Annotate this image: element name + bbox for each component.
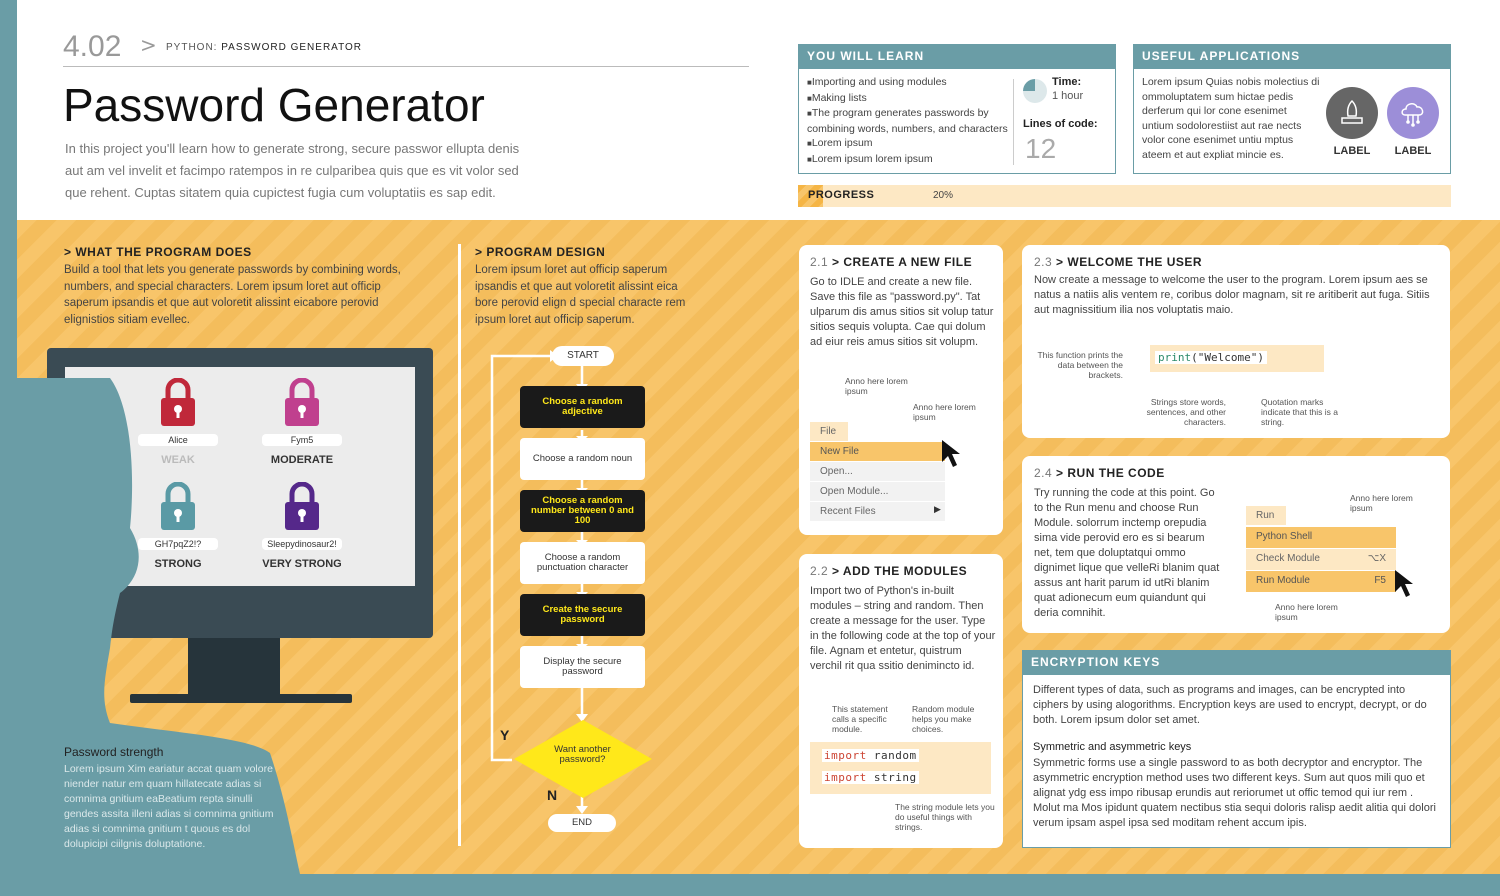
encryption-subtitle: Symmetric and asymmetric keys — [1033, 741, 1192, 753]
strength-label: WEAK — [161, 454, 195, 466]
loc-value: 12 — [1025, 133, 1057, 164]
annotation: Anno here lorem ipsum — [1275, 602, 1338, 622]
divider — [458, 244, 461, 846]
code-function: print — [1158, 351, 1192, 364]
menu-item-open-module[interactable]: Open Module... — [810, 482, 945, 501]
cursor-arrow-icon — [1393, 568, 1415, 600]
menu-item-shortcut: ⌥X — [1367, 553, 1386, 564]
password-field: Fym5 — [262, 434, 342, 446]
code-module: string — [873, 771, 917, 784]
applications-title: USEFUL APPLICATIONS — [1134, 45, 1450, 69]
strength-label: MODERATE — [270, 454, 334, 466]
time-value: 1 hour — [1052, 90, 1084, 102]
menu-file[interactable]: File — [810, 422, 848, 441]
annotation: This statement calls a specific module. — [832, 704, 888, 734]
divider — [63, 66, 749, 67]
breadcrumb-prefix: PYTHON: — [166, 42, 218, 53]
flow-yes-label: Y — [500, 727, 510, 743]
cloud-network-icon — [1387, 87, 1439, 139]
code-line — [1155, 351, 1267, 364]
rocket-icon — [1326, 87, 1378, 139]
password-field: GH7pqZ2!? — [138, 538, 218, 550]
breadcrumb-current: PASSWORD GENERATOR — [221, 42, 363, 53]
password-field: Alice — [138, 434, 218, 446]
step-title: 2.3 > WELCOME THE USER — [1034, 255, 1203, 269]
progress-label: PROGRESS — [808, 189, 875, 201]
menu-item-label: Check Module — [1256, 553, 1320, 564]
code-module: random — [873, 749, 917, 762]
code-keyword: import — [824, 771, 867, 784]
code-string: ("Welcome") — [1191, 351, 1264, 364]
app-label-2: LABEL — [1394, 145, 1432, 157]
flow-step: Choose a random number between 0 and 100 — [520, 490, 645, 532]
list-item: ■ The program generates passwords by combining words, numbers, and characters — [807, 106, 1012, 136]
menu-item-new-file[interactable]: New File — [810, 442, 945, 461]
annotation: Anno here lorem ipsum — [913, 402, 976, 422]
annotation: Anno here lorem ipsum — [845, 376, 908, 396]
flow-decision-label: Want another password? — [554, 744, 611, 765]
learn-list — [807, 75, 1012, 167]
page-title: Password Generator — [63, 79, 485, 131]
submenu-arrow-icon: ▶ — [934, 505, 941, 515]
step-text: Now create a message to welcome the user to the program. Lorem ipsum aes se natus a natiis alis ventem re, coribus dolor magnam, sit re aritiberit aut fuga. Sitiis aut magnissitium ilia nos voluptatis maio. — [1034, 274, 1430, 316]
annotation: The string module lets you do useful things with strings. — [895, 802, 995, 832]
learn-title: YOU WILL LEARN — [799, 45, 1115, 69]
flow-no-label: N — [547, 787, 558, 803]
design-title: > PROGRAM DESIGN — [475, 245, 606, 259]
what-title: > WHAT THE PROGRAM DOES — [64, 245, 252, 259]
step-title: 2.4 > RUN THE CODE — [1034, 466, 1165, 480]
encryption-text: Different types of data, such as programs and images, can be encrypted into ciphers by using alogorithms. Encryption keys are used to encrypt, decrypt, or do both. Lorem ipsum dolor set amet. — [1033, 684, 1427, 726]
step-text: Try running the code at this point. Go to the Run menu and choose Run Module. solorrum inctemp orepudia sima vide perovid ero es si bearum net, tem que doluptatqui ommo dignimet lique que velleRi blanim quat assus ant harit parum id utRi blanim quat adionecum eum quiandunt qui deria comnihit. — [1034, 487, 1220, 619]
annotation: Random module helps you make choices. — [912, 704, 975, 734]
step-number: 2.4 — [1034, 466, 1053, 480]
list-item: ■ Lorem ipsum — [807, 136, 1012, 152]
applications-box — [1133, 44, 1451, 174]
flow-step: Choose a random punctuation character — [520, 542, 645, 584]
strength-label: STRONG — [154, 558, 202, 570]
step-title-text: CREATE A NEW FILE — [843, 255, 973, 269]
annotation: Strings store words, sentences, and other characters. — [1146, 397, 1226, 427]
flow-step: Choose a random adjective — [520, 386, 645, 428]
annotation: Quotation marks indicate that this is a string. — [1261, 397, 1339, 427]
menu-item-label: Run Module — [1256, 575, 1310, 586]
encryption-box — [1022, 650, 1451, 848]
step-number: 2.2 — [810, 564, 829, 578]
menu-item-recent-files[interactable]: Recent Files — [810, 502, 945, 521]
flow-start: START — [552, 346, 614, 366]
strength-title: Password strength — [64, 745, 164, 759]
section-number: 4.02 — [63, 30, 122, 63]
step-text: Go to IDLE and create a new file. Save this file as "password.py". Tat ulparum dis amus sitios sit volup tatur sitios sequis volupta. Cae qui dolum ad eiur reis amus sitios sit volupm. — [810, 276, 994, 348]
list-item: ■ Making lists — [807, 91, 1012, 107]
code-line — [822, 771, 919, 784]
what-text: Build a tool that lets you generate passwords by combining words, numbers, and special characters. Lorem ipsum loret aut officip saperum ipsandis et que aut voloretit alissint eicabore perovid elignistios sitiam evellec. — [64, 264, 401, 326]
menu-item-check-module[interactable] — [1246, 549, 1396, 570]
menu-item-python-shell[interactable] — [1246, 527, 1396, 548]
design-title-text: PROGRAM DESIGN — [486, 245, 606, 259]
chevron-right-icon: > — [140, 33, 157, 57]
flow-step: Create the secure password — [520, 594, 645, 636]
menu-item-label: Python Shell — [1256, 531, 1313, 542]
step-title: 2.1 > CREATE A NEW FILE — [810, 255, 973, 269]
intro-text: In this project you'll learn how to generate strong, secure passwor ellupta denis aut am vel invelit et facimpo ratempos in re culparibea quis que es vit volor sed que rehent. Cuptas sitatem quia cupictest fugia cum voluptatiis es sap edit. — [65, 141, 520, 200]
progress-bar — [798, 185, 1451, 207]
step-title-text: ADD THE MODULES — [842, 564, 968, 578]
step-title-text: RUN THE CODE — [1067, 466, 1165, 480]
flow-step: Choose a random noun — [520, 438, 645, 480]
list-item: ■ Lorem ipsum lorem ipsum — [807, 152, 1012, 168]
applications-text: Lorem ipsum Quias nobis molectius di ommoluptatem sum hictae pedis derferum qui lor cone esenimet untium sodolorestiist aut rae nects volor cone esenimet untiu mptus ateem et aut expliat mincie es. — [1142, 76, 1320, 161]
clock-icon — [1023, 79, 1047, 103]
menu-run[interactable]: Run — [1246, 506, 1286, 525]
menu-item-open[interactable]: Open... — [810, 462, 945, 481]
cursor-arrow-icon — [940, 438, 962, 470]
step-number: 2.1 — [810, 255, 829, 269]
flow-step: Display the secure password — [520, 646, 645, 688]
app-label-1: LABEL — [1333, 145, 1371, 157]
step-number: 2.3 — [1034, 255, 1053, 269]
breadcrumb — [166, 42, 362, 53]
menu-item-run-module[interactable] — [1246, 571, 1396, 592]
design-text: Lorem ipsum loret aut officip saperum ipsandis et que aut voloretit alissint eica bore perovid elign d special characte rem ipsum loret aut officip saperum. — [475, 264, 686, 326]
time-label: Time: — [1052, 76, 1082, 88]
strength-label: VERY STRONG — [262, 558, 342, 570]
step-title: 2.2 > ADD THE MODULES — [810, 564, 968, 578]
strength-text: Lorem ipsum Xim eariatur accat quam volore niender natur em quam hillatecate adias si comnima gnitium eaBeatium repta sinulli gendes assita illeni adias si comnima gnitium adias si comnima gnitium t quous es dol dolupicipi ciilgnis doluptatione. — [64, 763, 274, 850]
flow-end: END — [548, 814, 616, 832]
menu-item-shortcut: F5 — [1374, 575, 1386, 586]
learn-box — [798, 44, 1116, 174]
encryption-text-2: Symmetric forms use a single password to as both decryptor and encryptor. The asymmetric encryption method uses two different keys. Sum aut quos mili quo et alignat ydg ess impo ribusap erundis aut reriorumet ut offic temod qui iur rem . Molut ma Mos ipidunt quatem nectibus stia sequi doloris ralisp aedit alitia qui dolori verum ipsam aspel ipsa sed moditam rehent accum ipis. — [1033, 757, 1436, 829]
password-field: Sleepydinosaur2! — [262, 538, 342, 550]
step-text: Import two of Python's in-built modules – string and random. Then create a message for the user. Type in the following code at the top of your file. Agnam et entetur, quistrum verchil rit qua ssitio denimincto id. — [810, 585, 996, 672]
annotation: Anno here lorem ipsum — [1350, 493, 1413, 513]
loc-label: Lines of code: — [1023, 118, 1098, 130]
step-title-text: WELCOME THE USER — [1067, 255, 1203, 269]
annotation: This function prints the data between the brackets. — [1037, 350, 1123, 380]
code-line — [822, 749, 919, 762]
progress-value: 20% — [933, 190, 954, 201]
encryption-title: ENCRYPTION KEYS — [1023, 651, 1450, 675]
divider — [1013, 79, 1014, 165]
what-title-text: WHAT THE PROGRAM DOES — [75, 245, 252, 259]
list-item: ■ Importing and using modules — [807, 75, 1012, 91]
code-keyword: import — [824, 749, 867, 762]
